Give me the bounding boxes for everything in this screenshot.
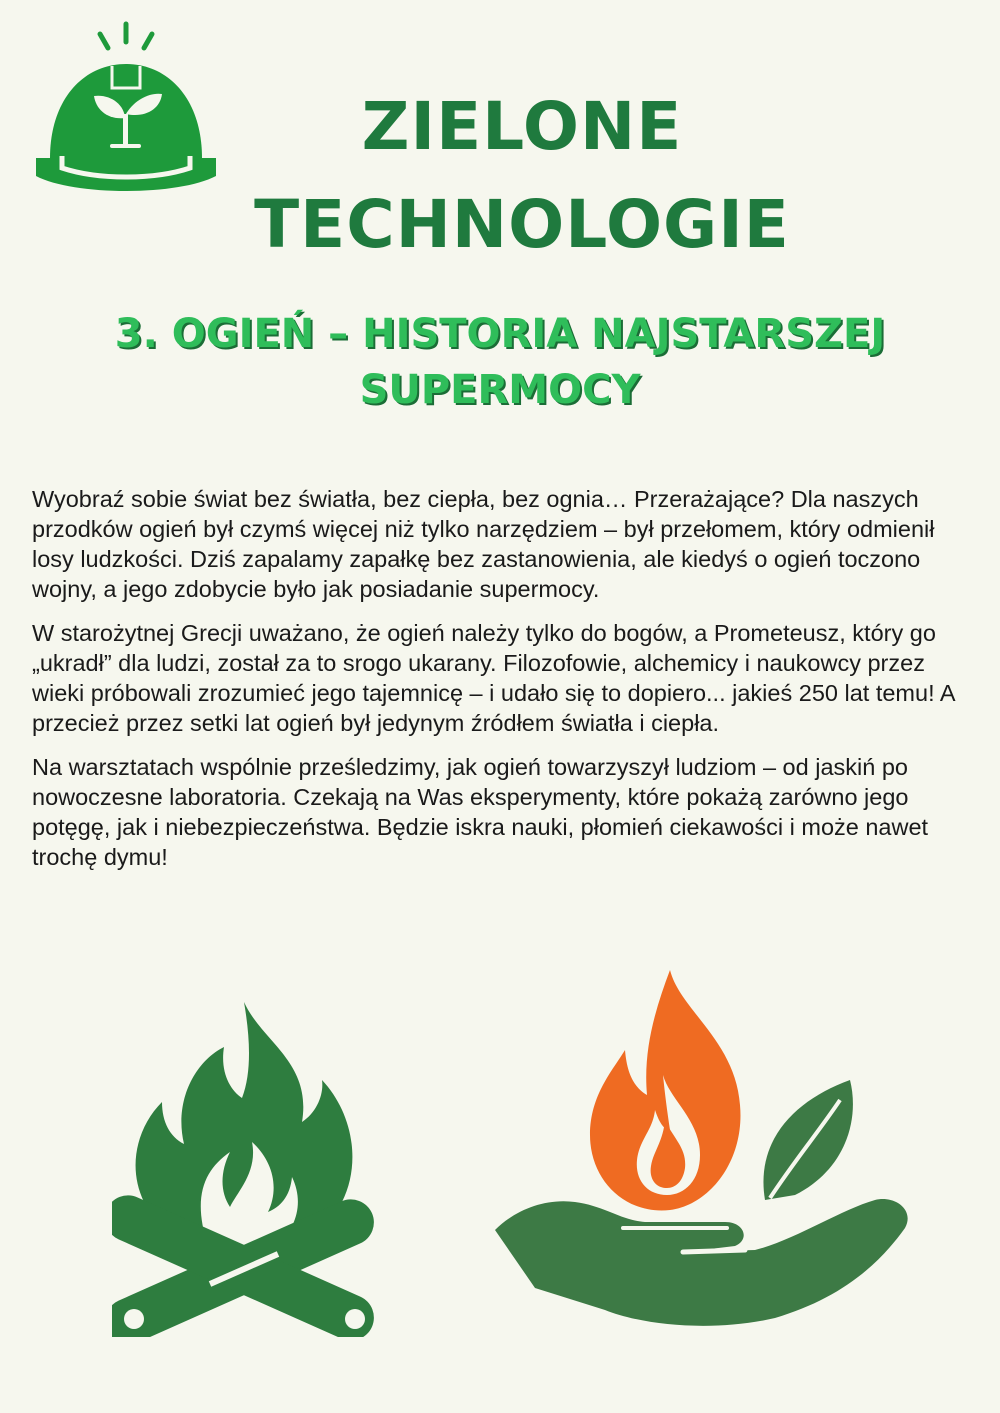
page-subtitle — [0, 306, 1000, 418]
title-line-1: ZIELONE — [361, 88, 683, 165]
subtitle-line-1: 3. OGIEŃ – HISTORIA NAJSTARSZEJ — [114, 311, 886, 357]
page-title — [0, 78, 1000, 274]
paragraph-1: Wyobraź sobie świat bez światła, bez ciepła, bez ognia… Przerażające? Dla naszych przodków ogień był czymś więcej niż tylko narzędziem – był przełomem, który odmienił losy ludzkości. Dziś zapalamy zapałkę bez zastanowienia, ale kiedyś o ogień toczono wojny, a jego zdobycie było jak posiadanie supermocy. — [32, 486, 935, 602]
title-line-2: TECHNOLOGIE — [254, 186, 790, 263]
subtitle-line-2: SUPERMOCY — [359, 367, 641, 413]
paragraph-2: W starożytnej Grecji uważano, że ogień należy tylko do bogów, a Prometeusz, który go „ukradł” dla ludzi, został za to srogo ukarany. Filozofowie, alchemicy i naukowcy przez wieki próbowali zrozumieć jego tajemnicę – i udało się to dopiero... jakieś 250 lat temu! A przecież przez setki lat ogień był jedynym źródłem światła i ciepła. — [32, 620, 955, 736]
article-body — [32, 484, 968, 886]
campfire-icon — [112, 1002, 377, 1337]
paragraph-3: Na warsztatach wspólnie prześledzimy, jak ogień towarzyszył ludziom – od jaskiń po nowoczesne laboratoria. Czekają na Was eksperymenty, które pokażą zarówno jego potęgę, jak i niebezpieczeństwa. Będzie iskra nauki, płomień ciekawości i może nawet trochę dymu! — [32, 754, 929, 870]
hand-holding-fire-icon — [495, 970, 920, 1332]
